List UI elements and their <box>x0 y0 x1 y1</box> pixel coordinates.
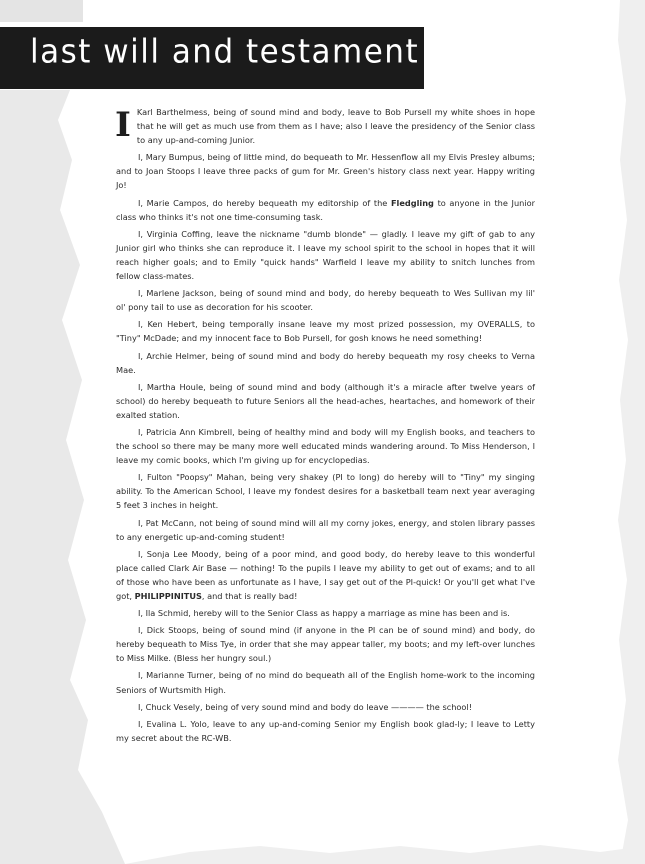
paragraph-text: I, Dick Stoops, being of sound mind (if anyone in the PI can be of sound mind) and body, do hereby bequeath to Miss Tye, in order that she may appear taller, my boots; and my left-over lunches to Miss Milke. (Bless her hungry soul.) <box>116 625 535 664</box>
paragraph-text: , and that is really bad! <box>201 591 298 601</box>
bequest-paragraph <box>116 606 535 620</box>
paragraph-text: I, Chuck Vesely, being of very sound mind and body do leave ———— the school! <box>138 701 472 712</box>
paragraph-text: I, Virginia Coffing, leave the nickname "dumb blonde" — gladly. I leave my gift of gab to any Junior girl who thinks she can reproduce it. I leave my school spirit to the school in hopes that it will reach higher goals; and to Emily "quick hands" Warfield I leave my ability to snitch lunches from fellow class-mates. <box>116 228 535 282</box>
paragraph-text: I, Sonja Lee Moody, being of a poor mind, and good body, do hereby leave to this wonderful place called Clark Air Base — nothing! To the pupils I leave my ability to get out of exams; and to all of those who have been as unfortunate as I have, I say get out of the PI-quick! Or you'll get what I've got, <box>116 548 535 601</box>
bequest-paragraph <box>116 700 535 714</box>
paragraph-text: I, Marianne Turner, being of no mind do bequeath all of the English home-work to the incoming Seniors of Wurtsmith High. <box>116 670 535 695</box>
bequest-paragraph <box>116 150 535 192</box>
bequest-paragraph <box>116 227 535 283</box>
bequest-paragraph <box>116 380 535 422</box>
paragraph-text: I, Ila Schmid, hereby will to the Senior Class as happy a marriage as mine has been and is. <box>138 608 510 619</box>
bequest-paragraph <box>116 349 535 377</box>
bequest-paragraph <box>116 516 535 544</box>
bequest-paragraph <box>116 623 535 665</box>
bequest-paragraph <box>116 717 535 745</box>
emphasis-text: Fledgling <box>390 197 434 208</box>
paragraph-text: I, Martha Houle, being of sound mind and body (although it's a miracle after twelve years of school) do hereby bequeath to future Seniors all the head-aches, heartaches, and homework of their exalted station. <box>116 381 535 420</box>
bequest-paragraph <box>116 668 535 696</box>
bequest-paragraph <box>116 286 535 314</box>
bequest-paragraph <box>116 425 535 467</box>
gray-torn-shape <box>0 0 83 22</box>
paragraph-text: I, Evalina L. Yolo, leave to any up-and-coming Senior my English book glad-ly; I leave to Letty my secret about the RC-WB. <box>116 718 535 743</box>
paragraph-text: I, Mary Bumpus, being of little mind, do bequeath to Mr. Hessenflow all my Elvis Presley albums; and to Joan Stoops I leave three packs of gum for Mr. Green's history class next year. Happy writing Jo! <box>116 152 535 191</box>
will-text-column <box>116 105 535 748</box>
page-title: last will and testament <box>30 33 420 71</box>
emphasis-text: PHILIPPINITUS <box>134 591 202 601</box>
paragraph-text: I, Fulton "Poopsy" Mahan, being very shakey (PI to long) do hereby will to "Tiny" my singing ability. To the American School, I leave my fondest desires for a basketball team next year averaging 5 feet 3 inches in height. <box>116 472 535 511</box>
drop-cap: I <box>115 105 131 145</box>
bequest-paragraph <box>116 196 535 224</box>
gray-torn-shape-left <box>0 90 125 864</box>
paragraph-text: Karl Barthelmess, being of sound mind and body, leave to Bob Pursell my white shoes in hope that he will get as much use from them as I have; also I leave the presidency of the Senior class to any up-and-coming Junior. <box>136 107 535 146</box>
bequest-paragraph <box>116 470 535 512</box>
bequest-list <box>116 150 535 745</box>
paragraph-text: I, Ken Hebert, being temporally insane leave my most prized possession, my OVERALLS, to "Tiny" McDade; and my innocent face to Bob Pursell, for gosh knows he need something! <box>116 319 535 344</box>
paragraph-text: I, Pat McCann, not being of sound mind will all my corny jokes, energy, and stolen library passes to any energetic up-and-coming student! <box>116 517 535 542</box>
paragraph-text: I, Marie Campos, do hereby bequeath my editorship of the <box>138 197 391 208</box>
gray-bottom-strip <box>125 845 645 864</box>
paragraph-text: to anyone in the Junior class who thinks it's not one time-consuming task. <box>116 197 535 222</box>
paragraph-karl-barthelmess <box>116 105 535 147</box>
bequest-paragraph <box>116 547 535 603</box>
paragraph-text: I, Patricia Ann Kimbrell, being of healthy mind and body will my English books, and teachers to the school so there may be many more well educated minds wandering around. To Miss Henderson, I leave my comic books, which I'm giving up for encyclopedias. <box>116 426 535 466</box>
bequest-paragraph <box>116 317 535 345</box>
paragraph-text: I, Marlene Jackson, being of sound mind and body, do hereby bequeath to Wes Sullivan my lil' ol' pony tail to use as decoration for his scooter. <box>116 288 535 313</box>
gray-margin-right <box>618 0 645 864</box>
paragraph-text: I, Archie Helmer, being of sound mind and body do hereby bequeath my rosy cheeks to Verna Mae. <box>116 350 535 375</box>
